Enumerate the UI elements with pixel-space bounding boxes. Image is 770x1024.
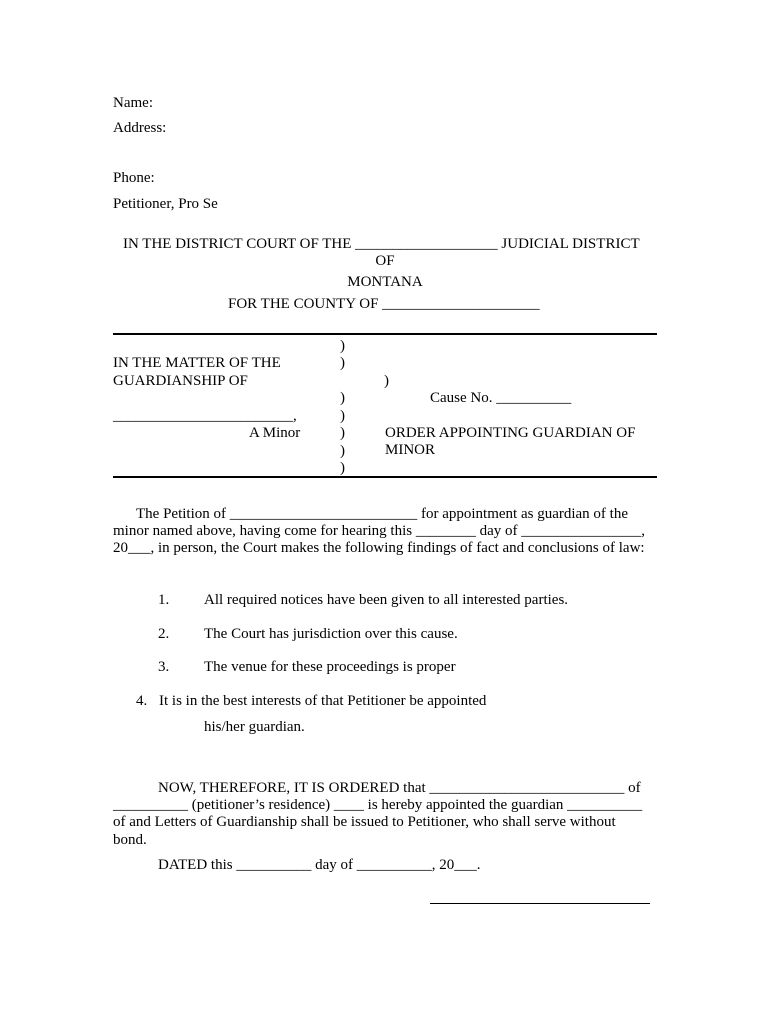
address-label: Address: — [113, 120, 167, 136]
petitioner-label: Petitioner, Pro Se — [113, 196, 218, 212]
a-minor-label: A Minor — [249, 425, 301, 441]
caption-paren: ) — [340, 443, 345, 459]
caption-paren: ) — [340, 460, 345, 476]
caption-paren: ) — [340, 355, 345, 371]
caption-paren: ) — [340, 390, 345, 406]
court-heading-line1: IN THE DISTRICT COURT OF THE ___________________ JUDICIAL DISTRICT — [123, 236, 640, 252]
matter-line1: IN THE MATTER OF THE — [113, 355, 281, 371]
finding-number: 3. — [158, 659, 170, 675]
order-line2: __________ (petitioner’s residence) ____ is hereby appointed the guardian __________ — [113, 797, 643, 813]
finding-number: 2. — [158, 626, 170, 642]
caption-paren: ) — [340, 338, 345, 354]
phone-label: Phone: — [113, 170, 155, 186]
finding-text: All required notices have been given to all interested parties. — [204, 592, 569, 608]
minor-name-blank: ________________________, — [113, 408, 297, 424]
intro-line2: minor named above, having come for hearing this ________ day of ________________, — [113, 523, 645, 539]
court-heading-county: FOR THE COUNTY OF _____________________ — [228, 296, 540, 312]
caption-top-rule — [113, 333, 657, 335]
court-heading-of: OF — [375, 253, 395, 269]
finding-text-continued: his/her guardian. — [204, 719, 305, 735]
caption-paren: ) — [340, 425, 345, 441]
order-line4: bond. — [113, 832, 147, 848]
cause-number: Cause No. __________ — [430, 390, 572, 406]
order-line1: NOW, THEREFORE, IT IS ORDERED that __________________________ of — [158, 780, 641, 796]
finding-number: 1. — [158, 592, 170, 608]
court-heading-state: MONTANA — [347, 274, 423, 290]
finding-text: It is in the best interests of that Petitioner be appointed — [159, 693, 487, 709]
order-line3: of and Letters of Guardianship shall be issued to Petitioner, who shall serve without — [113, 814, 616, 830]
order-title-line2: MINOR — [385, 442, 436, 458]
dated-line: DATED this __________ day of __________, 20___. — [158, 857, 481, 873]
intro-line1: The Petition of _________________________ for appointment as guardian of the — [136, 506, 629, 522]
finding-text: The Court has jurisdiction over this cause. — [204, 626, 458, 642]
caption-paren: ) — [340, 408, 345, 424]
finding-number: 4. — [136, 693, 148, 709]
judge-signature-line — [430, 903, 650, 904]
matter-line2: GUARDIANSHIP OF — [113, 373, 248, 389]
finding-text: The venue for these proceedings is proper — [204, 659, 456, 675]
order-title-line1: ORDER APPOINTING GUARDIAN OF — [385, 425, 636, 441]
caption-right-paren: ) — [384, 373, 389, 389]
name-label: Name: — [113, 95, 153, 111]
intro-line3: 20___, in person, the Court makes the following findings of fact and conclusions of law: — [113, 540, 645, 556]
caption-bottom-rule — [113, 476, 657, 478]
